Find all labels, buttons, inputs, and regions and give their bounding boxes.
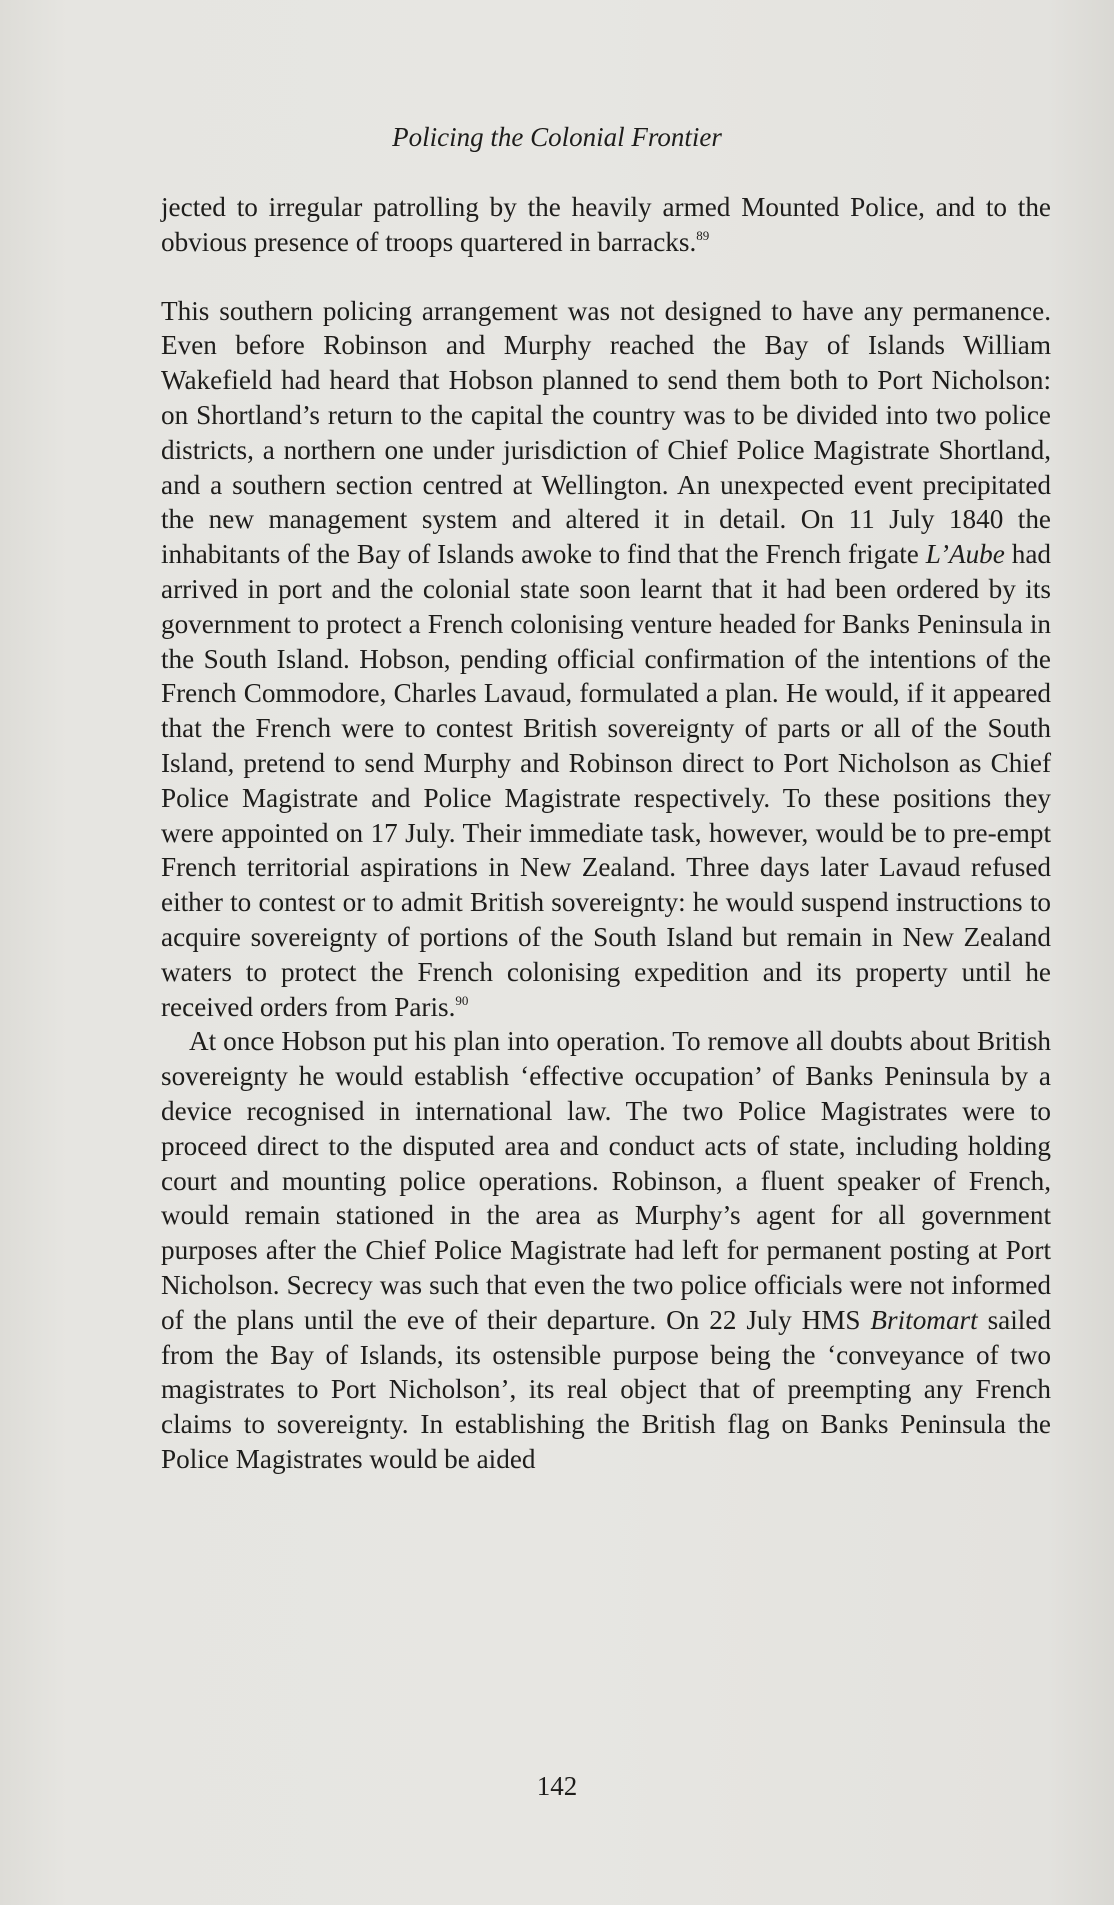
text-run: jected to irregular patrolling by the heavily armed Mounted Police, and to the obvious presence of troops quartered in barracks. <box>161 192 1051 257</box>
paragraph-1 <box>161 190 1051 260</box>
running-head: Policing the Colonial Frontier <box>392 122 722 152</box>
page-number: 142 <box>536 1771 578 1801</box>
footnote-marker: 90 <box>455 992 469 1008</box>
text-run: sailed from the Bay of Islands, its ostensible purpose being the ‘conveyance of two magistrates to Port Nicholson’, its real object that of preempting any French claims to sovereignty. In establishing the British flag on Banks Peninsula the Police Magistrates would be aided <box>161 1304 1051 1474</box>
italic-title: L’Aube <box>925 539 1005 570</box>
footnote-marker: 89 <box>696 227 710 243</box>
paragraph-3 <box>161 1024 1051 1476</box>
paragraph-2 <box>161 294 1051 1025</box>
text-run: had arrived in port and the colonial state soon learnt that it had been ordered by its government to protect a French colonising venture headed for Banks Peninsula in the South Island. Hobson, pending official confirmation of the intentions of the French Commodore, Charles Lavaud, formulated a plan. He would, if it appeared that the French were to contest British sovereignty of parts or all of the South Island, pretend to send Murphy and Robinson direct to Port Nicholson as Chief Police Magistrate and Police Magistrate respectively. To these positions they were appointed on 17 July. Their immediate task, however, would be to pre-empt French territorial aspirations in New Zealand. Three days later Lavaud refused either to contest or to admit British sovereignty: he would suspend instructions to acquire sovereignty of portions of the South Island but remain in New Zealand waters to protect the French colonising expedition and its property until he received orders from Paris. <box>161 539 1051 1022</box>
text-run: This southern policing arrangement was not designed to have any permanence. Even before Robinson and Murphy reached the Bay of Islands William Wakefield had heard that Hobson planned to send them both to Port Nicholson: on Shortland’s return to the capital the country was to be divided into two police districts, a northern one under jurisdiction of Chief Police Magistrate Shortland, and a southern section centred at Wellington. An unexpected event precipitated the new management system and altered it in detail. On 11 July 1840 the inhabitants of the Bay of Islands awoke to find that the French frigate <box>161 295 1051 570</box>
body-text <box>161 190 1051 1477</box>
text-run: At once Hobson put his plan into operation. To remove all doubts about British sovereignty he would establish ‘effective occupation’ of Banks Peninsula by a device recognised in international law. The two Police Magistrates were to proceed direct to the disputed area and conduct acts of state, including holding court and mounting police operations. Robinson, a fluent speaker of French, would remain stationed in the area as Murphy’s agent for all government purposes after the Chief Police Magistrate had left for permanent posting at Port Nicholson. Secrecy was such that even the two police officials were not informed of the plans until the eve of their departure. On 22 July HMS <box>161 1026 1051 1335</box>
italic-title: Britomart <box>870 1304 978 1335</box>
